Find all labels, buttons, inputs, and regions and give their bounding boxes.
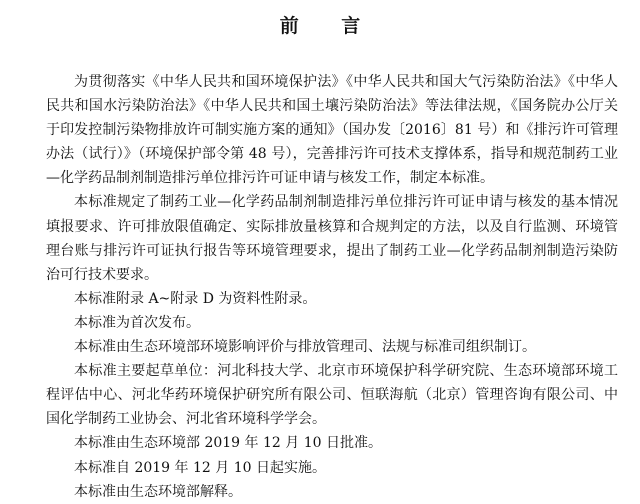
paragraph-purpose: 为贯彻落实《中华人民共和国环境保护法》《中华人民共和国大气污染防治法》《中华人民共和国水污染防治法》《中华人民共和国土壤污染防治法》等法律法规，《国务院办公厅关于印发控制污染物排放许可制实施方案的通知》（国办发〔2016〕81 号）和《排污许可管理办法（试行）》（环境保护部令第 48 号），完善排污许可技术支撑体系，指导和规范制药工业—化学药品制剂制造排污单位排污许可证申请与核发工作，制定本标准。 [46,74,618,187]
document-body [46,70,618,504]
paragraph-first-release: 本标准为首次发布。 [74,314,200,331]
paragraph-interpretation: 本标准由生态环境部解释。 [74,483,242,500]
paragraph-approval-date: 本标准由生态环境部 2019 年 12 月 10 日批准。 [74,435,382,452]
paragraph-scope: 本标准规定了制药工业—化学药品制剂制造排污单位排污许可证申请与核发的基本情况填报要求、许可排放限值确定、实际排放量核算和合规判定的方法，以及自行监测、环境管理台账与排污许可证执行报告等环境管理要求，提出了制药工业—化学药品制剂制造污染防治可行技术要求。 [46,194,618,283]
paragraph-organizer: 本标准由生态环境部环境影响评价与排放管理司、法规与标准司组织制订。 [74,339,536,356]
document-title: 前 言 [279,15,379,37]
paragraph-effective-date: 本标准自 2019 年 12 月 10 日起实施。 [74,459,326,476]
paragraph-appendix: 本标准附录 A~附录 D 为资料性附录。 [74,290,317,307]
paragraph-drafters: 本标准主要起草单位：河北科技大学、北京市环境保护科学研究院、生态环境部环境工程评估中心、河北华药环境保护研究所有限公司、恒联海航（北京）管理咨询有限公司、中国化学制药工业协会、河北省环境科学学会。 [46,363,618,428]
